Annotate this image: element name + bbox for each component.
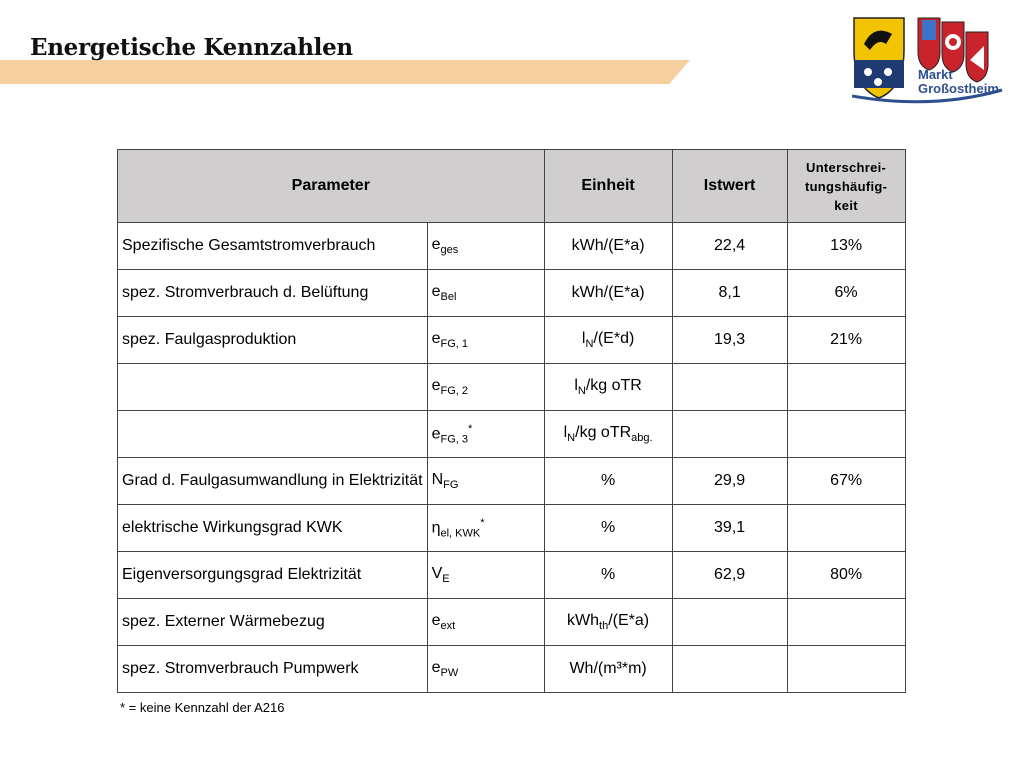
param-cell [118,364,428,411]
actual-cell: 39,1 [672,505,787,552]
actual-cell [672,411,787,458]
logo-line-grossostheim: Großostheim [918,81,999,96]
unit-cell: $l_N/(E*d)$ [544,317,672,364]
param-cell: spez. Faulgasproduktion [118,317,428,364]
table-row [118,646,906,693]
footnote: * = keine Kennzahl der A216 [120,700,285,715]
header-shortfall-line2: tungshäufig- [804,178,888,194]
shortfall-cell [787,646,905,693]
table-row [118,552,906,599]
logo-line-markt: Markt [918,67,953,82]
symbol-cell: $e_{Bel}$ [427,270,544,317]
shortfall-cell: 21% [787,317,905,364]
symbol-cell: $e_{FG, 2}$ [427,364,544,411]
actual-cell: 19,3 [672,317,787,364]
param-cell: Spezifische Gesamtstromverbrauch [118,223,428,270]
shortfall-cell: 67% [787,458,905,505]
shortfall-cell: 6% [787,270,905,317]
shortfall-cell [787,599,905,646]
header-shortfall-line3: keit [834,197,858,213]
table-row [118,505,906,552]
table-row [118,270,906,317]
symbol-cell: $e_{ges}$ [427,223,544,270]
actual-cell [672,599,787,646]
param-cell: spez. Stromverbrauch d. Belüftung [118,270,428,317]
table-header-row [118,150,906,223]
actual-cell: 62,9 [672,552,787,599]
unit-cell: kWh$_{th}$/(E*a) [544,599,672,646]
actual-cell: 29,9 [672,458,787,505]
unit-cell: % [544,458,672,505]
param-cell [118,411,428,458]
param-cell: spez. Externer Wärmebezug [118,599,428,646]
title-band [0,60,690,84]
kennzahlen-table [117,149,906,693]
unit-cell: kWh/(E*a) [544,223,672,270]
unit-cell: % [544,505,672,552]
symbol-cell: $e_{ext}$ [427,599,544,646]
symbol-cell: $V_E$ [427,552,544,599]
param-cell: Grad d. Faulgasumwandlung in Elektrizität [118,458,428,505]
header-shortfall-frequency [787,150,905,223]
param-cell: spez. Stromverbrauch Pumpwerk [118,646,428,693]
shortfall-cell [787,411,905,458]
actual-cell [672,364,787,411]
actual-cell [672,646,787,693]
table-row [118,317,906,364]
slide-title: Energetische Kennzahlen [30,34,353,61]
table-row [118,458,906,505]
logo-text [918,68,999,96]
symbol-cell: $e_{FG, 3}^*$ [427,411,544,458]
table-row [118,599,906,646]
unit-cell: % [544,552,672,599]
actual-cell: 22,4 [672,223,787,270]
shortfall-cell: 80% [787,552,905,599]
param-cell: elektrische Wirkungsgrad KWK [118,505,428,552]
shortfall-cell [787,505,905,552]
header-actual: Istwert [672,150,787,223]
table-row [118,411,906,458]
actual-cell: 8,1 [672,270,787,317]
unit-cell: $l_N/kg$ oTR$_{abg.}$ [544,411,672,458]
symbol-cell: $N_{FG}$ [427,458,544,505]
unit-cell: kWh/(E*a) [544,270,672,317]
shortfall-cell [787,364,905,411]
header-shortfall-line1: Unterschrei- [806,159,887,175]
shortfall-cell: 13% [787,223,905,270]
param-cell: Eigenversorgungsgrad Elektrizität [118,552,428,599]
unit-cell: $l_N/kg$ oTR [544,364,672,411]
symbol-cell: $e_{PW}$ [427,646,544,693]
symbol-cell: $e_{FG, 1}$ [427,317,544,364]
unit-cell: Wh/(m³*m) [544,646,672,693]
header-parameter: Parameter [118,150,545,223]
table-row [118,364,906,411]
header-unit: Einheit [544,150,672,223]
symbol-cell: $\eta_{el, KWK}^*$ [427,505,544,552]
table-row [118,223,906,270]
